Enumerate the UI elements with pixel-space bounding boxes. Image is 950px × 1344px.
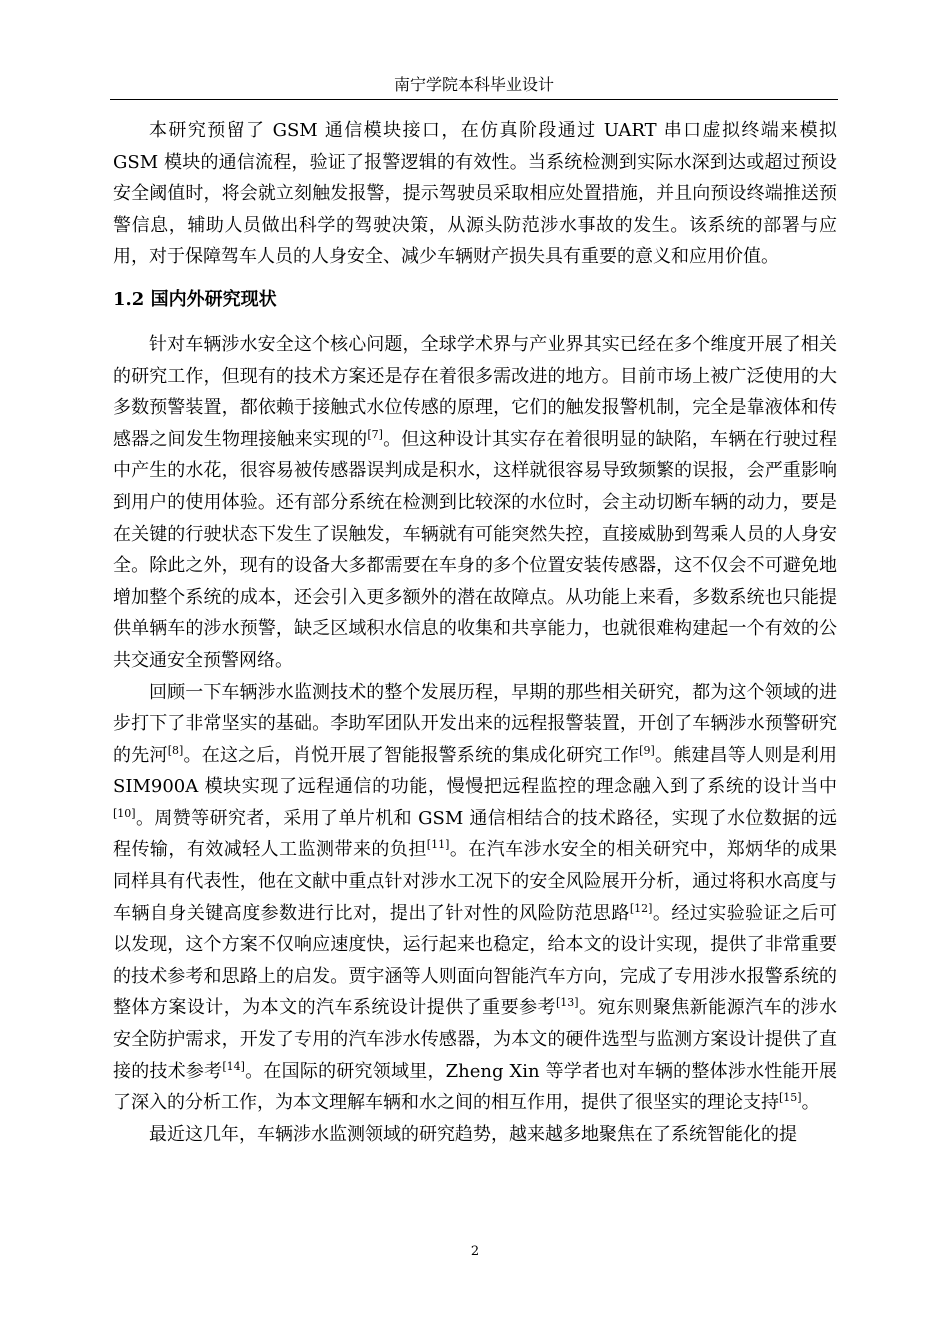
p3-text-1: 。在这之后，肖悦开展了智能报警系统的集成化研究工作: [183, 744, 640, 766]
p3-text-3: 。周赞等研究者，采用了单片机和 GSM 通信相结合的技术路径，实现了水位数据的远程传输，有效减轻人工监测带来的负担: [113, 807, 837, 861]
header-rule: [110, 99, 838, 100]
p2-text-0: 针对车辆涉水安全这个核心问题，全球学术界与产业界其实已经在多个维度开展了相关的研究工作，但现有的技术方案还是存在着很多需改进的地方。目前市场上被广泛使用的大多数预警装置，都依赖于接触式水位传感的原理，它们的触发报警机制，完全是靠液体和传感器之间发生物理接触来实现的: [113, 333, 837, 450]
p3-text-2: 。熊建昌等人则是利用 SIM900A 模块实现了远程通信的功能，慢慢把远程监控的理念融入到了系统的设计当中: [113, 744, 838, 798]
paragraph-intro-gsm: 本研究预留了 GSM 通信模块接口，在仿真阶段通过 UART 串口虚拟终端来模拟 GSM 模块的通信流程，验证了报警逻辑的有效性。当系统检测到实际水深到达或超过预设安全阈值时，将会就立刻触发报警，提示驾驶员采取相应处置措施，并且向预设终端推送预警信息，辅助人员做出科学的驾驶决策，从源头防范涉水事故的发生。该系统的部署与应用，对于保障驾车人员的人身安全、减少车辆财产损失具有重要的意义和应用价值。: [113, 120, 837, 268]
citation-ref-15: [15]: [779, 1091, 802, 1105]
citation-ref-8: [8]: [167, 743, 184, 757]
page-number: 2: [470, 1244, 480, 1259]
paragraph-research-status: [113, 329, 837, 677]
p2-text-1: 。但这种设计其实存在着很明显的缺陷，车辆在行驶过程中产生的水花，很容易被传感器误判成是积水，这样就很容易导致频繁的误报，会严重影响到用户的使用体验。还有部分系统在检测到比较深的水位时，会主动切断车辆的动力，要是在关键的行驶状态下发生了误触发，车辆就有可能突然失控，直接威胁到驾乘人员的人身安全。除此之外，现有的设备大多都需要在车身的多个位置安装传感器，这不仅会不可避免地增加整个系统的成本，还会引入更多额外的潜在故障点。从功能上来看，多数系统也只能提供单辆车的涉水预警，缺乏区域积水信息的收集和共享能力，也就很难构建起一个有效的公共交通安全预警网络。: [113, 428, 838, 671]
paragraph-history: [113, 677, 837, 1119]
running-header: 南宁学院本科毕业设计: [393, 75, 554, 94]
citation-ref-13: [13]: [556, 996, 579, 1010]
section-heading: 1.2 国内外研究现状: [113, 288, 277, 310]
p3-text-5: 。经过实验验证之后可以发现，这个方案不仅响应速度快，运行起来也稳定，给本文的设计实现，提供了非常重要的技术参考和思路上的启发。贾宇涵等人则面向智能汽车方向，完成了专用涉水报警系统的整体方案设计，为本文的汽车系统设计提供了重要参考: [113, 902, 838, 1019]
citation-ref-9: [9]: [639, 743, 655, 757]
p3-text-8: 。: [801, 1092, 820, 1114]
citation-ref-10: [10]: [113, 806, 136, 820]
paragraph-trends: 最近这几年，车辆涉水监测领域的研究趋势，越来越多地聚焦在了系统智能化的提: [149, 1123, 797, 1145]
citation-ref-7: [7]: [367, 427, 383, 441]
citation-ref-12: [12]: [629, 901, 653, 915]
citation-ref-14: [14]: [222, 1059, 245, 1073]
page-body: [113, 115, 837, 1150]
p3-text-6: 。宛东则聚焦新能源汽车的涉水安全防护需求，开发了专用的汽车涉水传感器，为本文的硬件选型与监测方案设计提供了直接的技术参考: [113, 997, 838, 1082]
p3-text-0: 回顾一下车辆涉水监测技术的整个发展历程，早期的那些相关研究，都为这个领域的进步打下了非常坚实的基础。李助军团队开发出来的远程报警装置，开创了车辆涉水预警研究的先河: [113, 681, 837, 766]
citation-ref-11: [11]: [426, 838, 450, 852]
p3-text-4: 。在汽车涉水安全的相关研究中，郑炳华的成果同样具有代表性，他在文献中重点针对涉水工况下的安全风险展开分析，通过将积水高度与车辆自身关键高度参数进行比对，提出了针对性的风险防范思路: [113, 839, 838, 924]
p3-text-7: 。在国际的研究领域里，Zheng Xin 等学者也对车辆的整体涉水性能开展了深入的分析工作，为本文理解车辆和水之间的相互作用，提供了很坚实的理论支持: [113, 1060, 837, 1114]
